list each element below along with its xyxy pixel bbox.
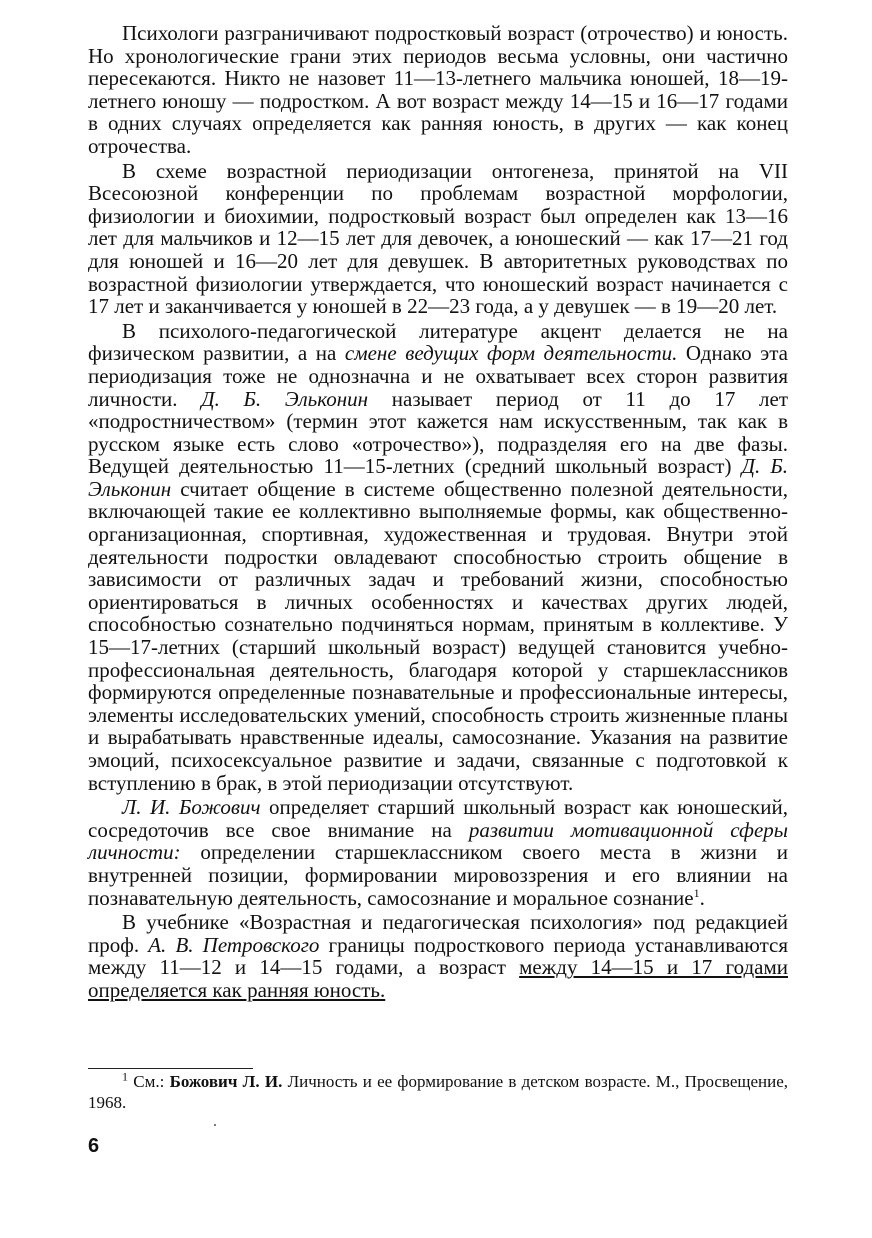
paragraph-text: Однако эта периодизация тоже не однозначна и не охватывает всех сторон развития личности.: [88, 341, 788, 411]
paragraph: [88, 320, 788, 794]
footnote-reference: 1: [693, 885, 700, 900]
paragraph: [88, 911, 788, 1001]
paragraph-text: границы подросткового периода устанавливаются между 11—12 и 14—15 годами, а возраст: [88, 932, 788, 980]
paragraph-text: называет период от 11 до 17 лет «подростничеством» (термин этот кажется нам искусственным, так как в русском языке есть слово «отрочество»), подразделяя его на две фазы. Ведущей деятельностью 11—15-летних (средний школьный возраст): [88, 386, 789, 479]
footnote: [88, 1071, 788, 1113]
italic-text: развитии мотивационной сферы личности:: [88, 817, 788, 865]
italic-text: А. В. Петровского: [148, 932, 320, 957]
paragraph-text: В схеме возрастной периодизации онтогенеза, принятой на VII Всесоюзной конференции по проблемам возрастной морфологии, физиологии и биохимии, подростковый возраст был определен как 13—16 лет для мальчиков и 12—15 лет для девочек, а юношеский — как 17—21 год для юношей и 16—20 лет для девушек. В авторитетных руководствах по возрастной физиологии утверждается, что юношеский возраст начинается с 17 лет и заканчивается у юношей в 22—23 года, а у девушек — в 19—20 лет.: [88, 158, 788, 319]
footnote-text: Личность и ее формирование в детском возрасте. М., Просвещение, 1968.: [88, 1072, 789, 1112]
footnote-prefix: См.:: [133, 1072, 170, 1091]
paragraph: [88, 796, 788, 909]
underlined-text: между 14—15 и 17 годами определяется как ранняя юность.: [88, 955, 788, 1002]
paragraph-text: В психолого-педагогической литературе акцент делается не на физическом развитии, а на: [88, 318, 788, 366]
footnote-marker: 1: [122, 1069, 128, 1084]
paragraph-text: определяет старший школьный возраст как юношеский, сосредоточив все свое внимание на: [88, 795, 788, 842]
paragraph: [88, 22, 788, 158]
paragraph-text: определении старшеклассником своего места в жизни и внутренней позиции, формировании мировоззрения и его влиянии на познавательную деятельность, самосознание и моральное сознание: [88, 840, 788, 910]
italic-text: Л. И. Божович: [122, 795, 261, 820]
footnote-rule: [88, 1068, 253, 1069]
italic-text: Д. Б. Эльконин: [201, 386, 369, 411]
paragraph-text: считает общение в системе общественно полезной деятельности, включающей такие ее коллективно выполняемые формы, как общественно-организационная, спортивная, художественная и трудовая. Внутри этой деятельности подростки овладевают способностью строить общение в зависимости от различных задач и требований жизни, способностью ориентироваться в личных особенностях и качествах других людей, способностью сознательно подчиняться нормам, принятым в коллективе. У 15—17-летних (старший школьный возраст) ведущей становится учебно-профессиональная деятельность, благодаря которой у старшеклассников формируются определенные познавательные и профессиональные интересы, элементы исследовательских умений, способность строить жизненные планы и вырабатывать нравственные идеалы, самосознание. Указания на развитие эмоций, психосексуальное развитие и задачи, связанные с подготовкой к вступлению в брак, в этой периодизации отсутствуют.: [88, 476, 788, 795]
paragraph: [88, 160, 788, 318]
page-number: 6: [88, 1135, 100, 1157]
footnote-author: Божович Л. И.: [169, 1072, 283, 1091]
scan-speck: [214, 1124, 216, 1126]
italic-text: смене ведущих форм деятельности.: [344, 341, 678, 366]
paragraph-text: .: [699, 885, 705, 910]
paragraph-text: В учебнике «Возрастная и педагогическая психология» под редакцией проф.: [88, 910, 788, 957]
paragraph-text: Психологи разграничивают подростковый возраст (отрочество) и юность. Но хронологические грани этих периодов весьма условны, они частично пересекаются. Никто не назовет 11—13-летнего мальчика юношей, 18—19-летнего юношу — подростком. А вот возраст между 14—15 и 16—17 годами в одних случаях определяется как ранняя юность, в других — как конец отрочества.: [88, 21, 788, 158]
italic-text: Д. Б. Эльконин: [88, 454, 789, 501]
page-body: [88, 22, 788, 1002]
